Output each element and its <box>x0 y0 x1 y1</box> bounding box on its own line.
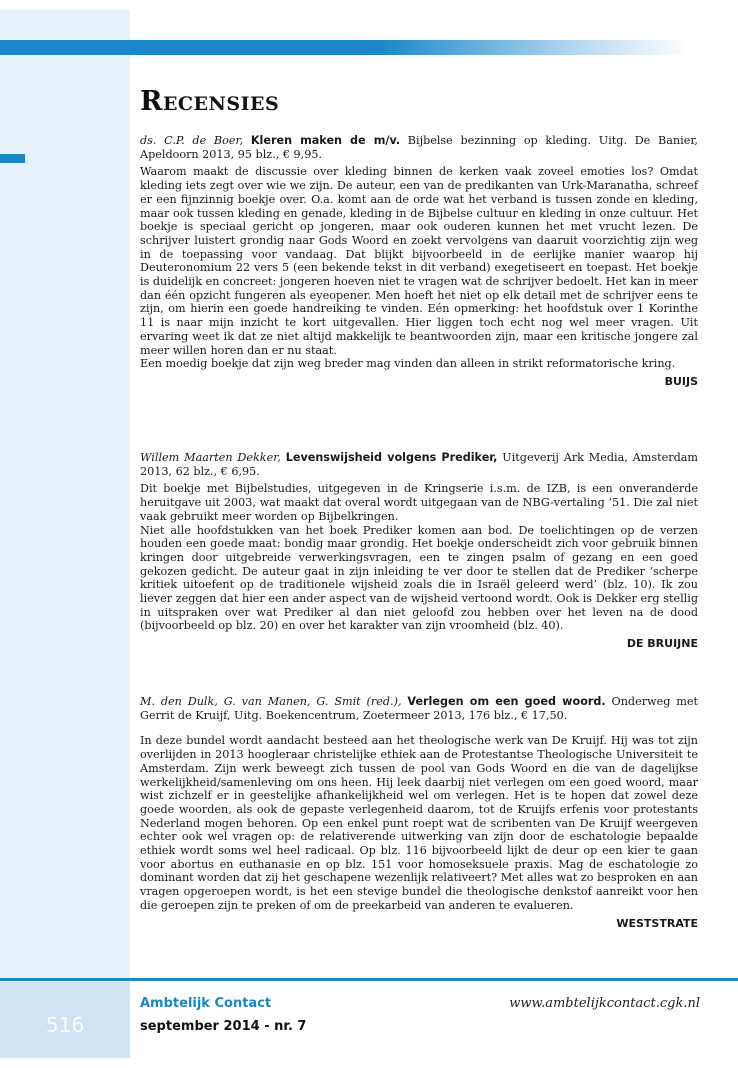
review-1 <box>140 134 698 389</box>
review-signature: DE BRUIJNE <box>626 637 698 651</box>
review-paragraph: Waarom maakt de discussie over kleding binnen de kerken vaak zoveel emoties los? Omdat kleding iets zegt over wie we zijn. De auteur, een van de predikanten van Urk-Maranatha, schreef er een fijnzinnig boekje over. O.a. komt aan de orde wat het verband is tussen zonde en kleding, maar ook tussen kleding en genade, kleding in de Bijbelse cultuur en kleding in onze cultuur. Het boekje is speciaal gericht op jongeren, maar ook ouderen kunnen het met vrucht lezen. De schrijver luistert grondig naar Gods Woord en zoekt vervolgens van daaruit voorzichtig zijn weg in de toepassing voor vandaag. Dat blijkt bijvoorbeeld in de eerlijke manier waarop hij Deuteronomium 22 vers 5 (een bekende tekst in dit verband) exegetiseert en toepast. Het boekje is duidelijk en concreet: jongeren hoeven niet te vragen wat de schrijver bedoelt. Het kan in meer dan één opzicht fungeren als eyeopener. Men hoeft het niet op elk detail met de schrijver eens te zijn, om hierin een goede handreiking te vinden. Eén opmerking: het hoofdstuk over 1 Korinthe 11 is naar mijn inzicht te kort uitgevallen. Hier liggen toch echt nog wel meer vragen. Uit ervaring weet ik dat ze niet altijd makkelijk te beantwoorden zijn, maar een kritische jongere zal meer willen horen dan er nu staat. <box>140 165 698 357</box>
footer-divider <box>0 978 738 981</box>
review-paragraph: In deze bundel wordt aandacht besteed aan het theologische werk van De Kruijf. Hij was tot zijn overlijden in 2013 hoogleraar christelijke ethiek aan de Protestantse Theologische Universiteit te Amsterdam. Zijn werk beweegt zich tussen de pool van Gods Woord en die van de dagelijkse werkelijkheid/samenleving om ons heen. Hij leek daarbij niet verlegen om een goed woord, maar wist zichzelf er in geestelijke afhankelijkheid wel om verlegen. Het is te hopen dat zowel deze goede woorden, als ook de gepaste verlegenheid daarom, tot de Kruijfs erfenis voor protestants Nederland mogen behoren. Op een enkel punt roept wat de scribenten van De Kruijf weergeven echter ook wel vragen op: de relativerende uitwerking van zijn door de eschatologie bepaalde ethiek wordt soms wel heel radicaal. Op blz. 116 bijvoorbeeld lijkt de deur op een kier te gaan voor abortus en euthanasie en op blz. 151 voor homoseksuele praxis. Mag de eschatologie zo dominant worden dat zij het geschapene wezenlijk relativeert? Met alles wat zo besproken en aan vragen opgeroepen wordt, is het een stevige bundel die theologische denkstof aanreikt voor hen die geroepen zijn te preken of om de preekarbeid van anderen te evalueren. <box>140 734 698 912</box>
review-heading <box>140 451 698 478</box>
review-book-title: Verlegen om een goed woord. <box>407 695 606 708</box>
header-color-bar <box>0 40 690 55</box>
website-link[interactable]: www.ambtelijkcontact.cgk.nl <box>509 996 700 1011</box>
review-heading <box>140 134 698 161</box>
review-book-title: Kleren maken de m/v. <box>250 134 401 147</box>
issue-label: september 2014 - nr. 7 <box>140 1019 307 1034</box>
review-book-title: Levenswijsheid volgens Prediker, <box>285 451 498 464</box>
review-paragraph: Niet alle hoofdstukken van het boek Prediker komen aan bod. De toelichtingen op de verzen houden een goede maat: bondig maar grondig. Het boekje onderscheidt zich voor gebruik binnen kringen door uitgebreide verwerkingsvragen, een te zingen psalm of gezang en een goed gekozen gedicht. De auteur gaat in zijn inleiding te ver door te stellen dat de Prediker ‘scherpe kritiek uitoefent op de traditionele wijsheid zoals die in Israël geleerd werd’ (blz. 10). Ik zou liever zeggen dat hier een ander aspect van de wijsheid vertoond wordt. Ook is Dekker erg stellig in uitspraken over wat Prediker al dan niet geloofd zou hebben over het leven na de dood (bijvoorbeeld op blz. 20) en over het karakter van zijn vroomheid (blz. 40). <box>140 523 698 633</box>
review-signature: WESTSTRATE <box>616 916 698 930</box>
review-2 <box>140 451 698 651</box>
review-publication-details: Onderweg met Gerrit de Kruijf, Uitg. Boekencentrum, Zoetermeer 2013, 176 blz., € 17,50. <box>140 695 699 722</box>
page-title: Recensies <box>140 86 280 117</box>
review-author: Willem Maarten Dekker, <box>140 451 281 464</box>
review-author: M. den Dulk, G. van Manen, G. Smit (red.), <box>140 695 402 708</box>
review-3 <box>140 695 698 930</box>
magazine-name: Ambtelijk Contact <box>140 996 272 1011</box>
left-sidebar-band <box>0 10 130 1058</box>
page-number: 516 <box>46 1013 85 1037</box>
review-paragraph: Dit boekje met Bijbelstudies, uitgegeven in de Kringserie i.s.m. de IZB, is een onveranderde heruitgave uit 2003, wat maakt dat overal wordt uitgegaan van de NBG-vertaling ’51. Die zal niet vaak gebruikt meer worden op Bijbelkringen. <box>140 482 698 523</box>
review-heading <box>140 695 698 722</box>
review-publication-details: Bijbelse bezinning op kleding. Uitg. De Banier, Apeldoorn 2013, 95 blz., € 9,95. <box>140 134 698 161</box>
review-signature: BUIJS <box>664 374 698 388</box>
review-paragraph: Een moedig boekje dat zijn weg breder mag vinden dan alleen in strikt reformatorische kring. <box>140 357 676 371</box>
review-author: ds. C.P. de Boer, <box>140 134 244 147</box>
review-publication-details: Uitgeverij Ark Media, Amsterdam 2013, 62 blz., € 6,95. <box>140 451 699 478</box>
margin-marker <box>0 154 25 163</box>
